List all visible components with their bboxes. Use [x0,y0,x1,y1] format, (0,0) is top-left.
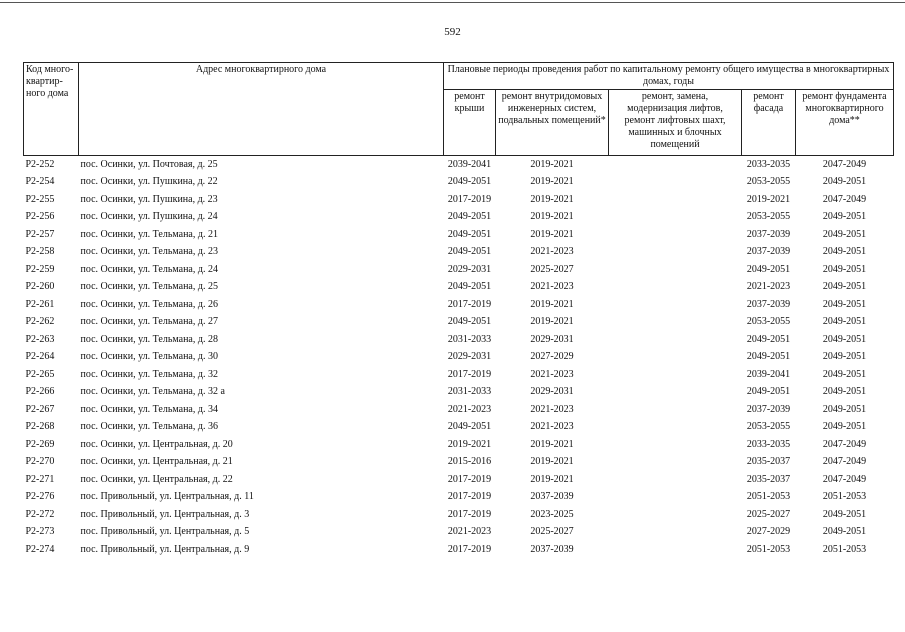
cell-code: P2-266 [25,386,55,398]
cell-address: пос. Привольный, ул. Центральная, д. 3 [80,508,250,520]
table-row [24,366,894,384]
cell-found: 2047-2049 [822,193,867,205]
cell-facade: 2033-2035 [746,158,791,170]
cell-code: P2-255 [25,193,55,205]
cell-facade: 2025-2027 [746,508,791,520]
cell-found: 2049-2051 [822,508,867,520]
cell-code: P2-261 [25,298,55,310]
cell-found: 2049-2051 [822,403,867,415]
cell-lift [609,226,742,244]
cell-eng: 2019-2021 [530,193,574,205]
cell-code: P2-276 [25,491,55,503]
cell-roof: 2019-2021 [447,438,492,450]
cell-address: пос. Осинки, ул. Тельмана, д. 24 [80,263,218,275]
cell-found: 2047-2049 [822,473,867,485]
cell-found: 2049-2051 [822,246,867,258]
cell-found: 2049-2051 [822,386,867,398]
cell-code: P2-256 [25,211,55,223]
table-row [24,174,894,192]
cell-eng: 2025-2027 [530,263,574,275]
cell-found: 2049-2051 [822,333,867,345]
cell-eng: 2021-2023 [530,368,574,380]
cell-roof: 2017-2019 [447,193,492,205]
cell-facade: 2037-2039 [746,298,791,310]
cell-lift [609,191,742,209]
capital-repair-table [23,62,894,559]
cell-found: 2049-2051 [822,351,867,363]
cell-eng: 2019-2021 [530,158,574,170]
cell-lift [609,279,742,297]
cell-eng: 2019-2021 [530,473,574,485]
cell-found: 2049-2051 [822,421,867,433]
table-row [24,156,894,174]
cell-code: P2-265 [25,368,55,380]
header-engineering: ремонт внутридомовых инженерных систем, подвальных помещений* [496,90,609,156]
cell-code: P2-274 [25,543,55,555]
header-address: Адрес многоквартирного дома [79,63,444,156]
cell-roof: 2017-2019 [447,508,492,520]
cell-lift [609,156,742,174]
cell-eng: 2019-2021 [530,298,574,310]
cell-address: пос. Осинки, ул. Тельмана, д. 25 [80,281,218,293]
cell-lift [609,471,742,489]
cell-lift [609,506,742,524]
table-row [24,454,894,472]
cell-eng: 2019-2021 [530,316,574,328]
cell-lift [609,314,742,332]
cell-found: 2049-2051 [822,526,867,538]
cell-code: P2-272 [25,508,55,520]
cell-lift [609,349,742,367]
cell-lift [609,244,742,262]
table-row [24,244,894,262]
cell-roof: 2031-2033 [447,386,492,398]
cell-found: 2051-2053 [822,491,867,503]
cell-found: 2047-2049 [822,438,867,450]
page-top-border [0,2,905,3]
cell-eng: 2025-2027 [530,526,574,538]
cell-code: P2-254 [25,176,55,188]
cell-eng: 2021-2023 [530,281,574,293]
cell-address: пос. Осинки, ул. Центральная, д. 22 [80,473,233,485]
table-row [24,191,894,209]
cell-code: P2-264 [25,351,55,363]
cell-address: пос. Осинки, ул. Тельмана, д. 28 [80,333,218,345]
cell-eng: 2019-2021 [530,456,574,468]
cell-address: пос. Осинки, ул. Почтовая, д. 25 [80,158,218,170]
table-row [24,401,894,419]
cell-lift [609,366,742,384]
cell-found: 2049-2051 [822,298,867,310]
cell-lift [609,454,742,472]
cell-roof: 2049-2051 [447,176,492,188]
cell-roof: 2039-2041 [447,158,492,170]
cell-code: P2-262 [25,316,55,328]
cell-eng: 2021-2023 [530,246,574,258]
cell-lift [609,436,742,454]
cell-lift [609,174,742,192]
cell-eng: 2019-2021 [530,176,574,188]
cell-eng: 2037-2039 [530,543,574,555]
table-row [24,279,894,297]
table-row [24,524,894,542]
cell-found: 2049-2051 [822,368,867,380]
cell-facade: 2035-2037 [746,473,791,485]
cell-facade: 2053-2055 [746,421,791,433]
cell-code: P2-263 [25,333,55,345]
cell-code: P2-273 [25,526,55,538]
cell-roof: 2017-2019 [447,543,492,555]
cell-code: P2-271 [25,473,55,485]
cell-address: пос. Осинки, ул. Тельмана, д. 27 [80,316,218,328]
cell-facade: 2053-2055 [746,176,791,188]
cell-address: пос. Привольный, ул. Центральная, д. 11 [80,491,254,503]
table-row [24,226,894,244]
header-elevators: ремонт, замена, модернизация лифтов, ремонт лифтовых шахт, машинных и блочных помещений [609,90,742,156]
cell-lift [609,524,742,542]
table-row [24,489,894,507]
cell-lift [609,419,742,437]
cell-found: 2049-2051 [822,263,867,275]
cell-eng: 2023-2025 [530,508,574,520]
cell-facade: 2039-2041 [746,368,791,380]
cell-code: P2-267 [25,403,55,415]
cell-address: пос. Осинки, ул. Тельмана, д. 21 [80,228,218,240]
table-row [24,419,894,437]
cell-eng: 2021-2023 [530,403,574,415]
cell-facade: 2037-2039 [746,228,791,240]
table-row [24,314,894,332]
cell-roof: 2017-2019 [447,368,492,380]
cell-facade: 2053-2055 [746,211,791,223]
cell-code: P2-259 [25,263,55,275]
cell-eng: 2029-2031 [530,386,574,398]
table-row [24,331,894,349]
cell-found: 2049-2051 [822,211,867,223]
table-row [24,209,894,227]
cell-address: пос. Осинки, ул. Центральная, д. 21 [80,456,233,468]
cell-code: P2-268 [25,421,55,433]
cell-facade: 2049-2051 [746,333,791,345]
cell-address: пос. Осинки, ул. Тельмана, д. 30 [80,351,218,363]
cell-roof: 2049-2051 [447,211,492,223]
cell-roof: 2017-2019 [447,491,492,503]
cell-roof: 2017-2019 [447,473,492,485]
cell-eng: 2019-2021 [530,228,574,240]
cell-address: пос. Осинки, ул. Тельмана, д. 23 [80,246,218,258]
cell-found: 2049-2051 [822,228,867,240]
cell-roof: 2021-2023 [447,526,492,538]
cell-code: P2-270 [25,456,55,468]
cell-eng: 2029-2031 [530,333,574,345]
page-number: 592 [444,26,461,38]
cell-found: 2047-2049 [822,456,867,468]
table-row [24,471,894,489]
cell-facade: 2037-2039 [746,403,791,415]
cell-address: пос. Осинки, ул. Тельмана, д. 32 а [80,386,225,398]
cell-eng: 2019-2021 [530,438,574,450]
cell-code: P2-260 [25,281,55,293]
header-code: Код много-квартир-ного дома [24,63,79,156]
cell-address: пос. Осинки, ул. Пушкина, д. 24 [80,211,218,223]
cell-roof: 2017-2019 [447,298,492,310]
cell-facade: 2035-2037 [746,456,791,468]
cell-lift [609,296,742,314]
cell-roof: 2021-2023 [447,403,492,415]
cell-address: пос. Осинки, ул. Тельмана, д. 32 [80,368,218,380]
cell-roof: 2049-2051 [447,421,492,433]
table-row [24,296,894,314]
cell-facade: 2027-2029 [746,526,791,538]
cell-code: P2-258 [25,246,55,258]
cell-facade: 2049-2051 [746,263,791,275]
cell-facade: 2049-2051 [746,386,791,398]
cell-roof: 2049-2051 [447,316,492,328]
table-row [24,436,894,454]
header-foundation: ремонт фундамента многоквартирного дома** [796,90,894,156]
cell-roof: 2015-2016 [447,456,492,468]
cell-found: 2049-2051 [822,176,867,188]
cell-code: P2-269 [25,438,55,450]
cell-code: P2-252 [25,158,55,170]
cell-facade: 2037-2039 [746,246,791,258]
cell-lift [609,384,742,402]
cell-facade: 2051-2053 [746,543,791,555]
table-row [24,261,894,279]
cell-lift [609,401,742,419]
cell-facade: 2053-2055 [746,316,791,328]
cell-found: 2047-2049 [822,158,867,170]
cell-roof: 2049-2051 [447,246,492,258]
cell-roof: 2029-2031 [447,263,492,275]
table-row [24,384,894,402]
cell-lift [609,489,742,507]
cell-found: 2051-2053 [822,543,867,555]
header-roof: ремонт крыши [444,90,496,156]
cell-facade: 2019-2021 [746,193,791,205]
cell-roof: 2029-2031 [447,351,492,363]
cell-eng: 2019-2021 [530,211,574,223]
cell-facade: 2051-2053 [746,491,791,503]
table-row [24,349,894,367]
cell-address: пос. Осинки, ул. Пушкина, д. 23 [80,193,218,205]
cell-address: пос. Привольный, ул. Центральная, д. 9 [80,543,250,555]
header-facade: ремонт фасада [742,90,796,156]
cell-facade: 2049-2051 [746,351,791,363]
table-row [24,541,894,559]
cell-address: пос. Осинки, ул. Пушкина, д. 22 [80,176,218,188]
cell-found: 2049-2051 [822,281,867,293]
cell-address: пос. Осинки, ул. Тельмана, д. 34 [80,403,218,415]
cell-lift [609,331,742,349]
cell-eng: 2037-2039 [530,491,574,503]
cell-lift [609,209,742,227]
table-row [24,506,894,524]
cell-address: пос. Осинки, ул. Центральная, д. 20 [80,438,233,450]
cell-address: пос. Привольный, ул. Центральная, д. 5 [80,526,250,538]
cell-lift [609,541,742,559]
cell-roof: 2049-2051 [447,228,492,240]
cell-code: P2-257 [25,228,55,240]
cell-facade: 2021-2023 [746,281,791,293]
cell-roof: 2049-2051 [447,281,492,293]
cell-eng: 2027-2029 [530,351,574,363]
header-periods: Плановые периоды проведения работ по капитальному ремонту общего имущества в многоквартирных домах, годы [444,63,894,90]
cell-lift [609,261,742,279]
cell-address: пос. Осинки, ул. Тельмана, д. 36 [80,421,218,433]
cell-address: пос. Осинки, ул. Тельмана, д. 26 [80,298,218,310]
cell-found: 2049-2051 [822,316,867,328]
cell-roof: 2031-2033 [447,333,492,345]
cell-facade: 2033-2035 [746,438,791,450]
cell-eng: 2021-2023 [530,421,574,433]
